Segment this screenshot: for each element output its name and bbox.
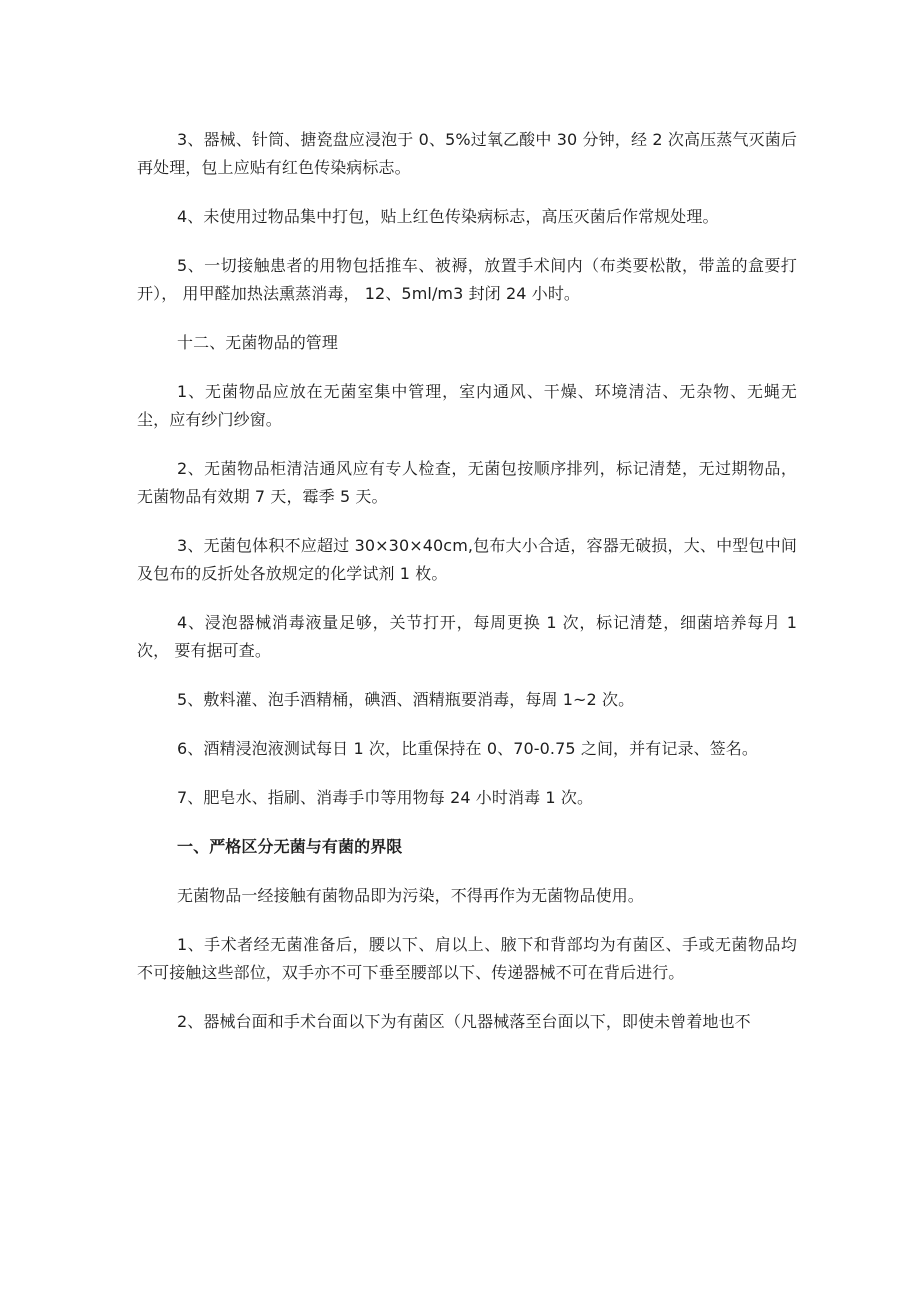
paragraph-soaking-solution: 4、浸泡器械消毒液量足够，关节打开，每周更换 1 次，标记清楚，细菌培养每月 1 次， 要有据可查。: [137, 613, 797, 660]
paragraph-table-surface: 2、器械台面和手术台面以下为有菌区（凡器械落至台面以下，即使未曾着地也不: [177, 1012, 751, 1031]
paragraph-disinfect-instruments: 3、器械、针筒、搪瓷盘应浸泡于 0、5%过氧乙酸中 30 分钟，经 2 次高压蒸气灭菌后再处理，包上应贴有红色传染病标志。: [137, 130, 797, 177]
paragraph-contamination-rule: 无菌物品一经接触有菌物品即为污染，不得再作为无菌物品使用。: [177, 886, 644, 905]
paragraph-sterile-room: 1、无菌物品应放在无菌室集中管理，室内通风、干燥、环境清洁、无杂物、无蝇无尘，应有纱门纱窗。: [137, 382, 797, 429]
section-heading-sterile-boundary: 一、严格区分无菌与有菌的界限: [177, 837, 403, 856]
paragraph-alcohol-test: 6、酒精浸泡液测试每日 1 次，比重保持在 0、70-0.75 之间，并有记录、签名。: [177, 739, 758, 758]
paragraph-unused-items: 4、未使用过物品集中打包，贴上红色传染病标志，高压灭菌后作常规处理。: [177, 207, 719, 226]
section-heading-sterile-management: 十二、无菌物品的管理: [177, 333, 339, 352]
paragraph-sterile-pack-size: 3、无菌包体积不应超过 30×30×40cm,包布大小合适，容器无破损，大、中型包中间及包布的反折处各放规定的化学试剂 1 枚。: [137, 536, 797, 583]
paragraph-dressing-containers: 5、敷料灌、泡手酒精桶，碘酒、酒精瓶要消毒，每周 1~2 次。: [177, 690, 635, 709]
document-body: [137, 126, 797, 1057]
paragraph-sterile-cabinet: 2、无菌物品柜清洁通风应有专人检查，无菌包按顺序排列，标记清楚，无过期物品，无菌物品有效期 7 天，霉季 5 天。: [137, 459, 797, 506]
paragraph-contact-items-fumigation: 5、一切接触患者的用物包括推车、被褥，放置手术间内（布类要松散，带盖的盒要打开）， 用甲醛加热法熏蒸消毒， 12、5ml/m3 封闭 24 小时。: [137, 256, 797, 303]
paragraph-soap-brush: 7、肥皂水、指刷、消毒手巾等用物每 24 小时消毒 1 次。: [177, 788, 594, 807]
paragraph-surgeon-zones: 1、手术者经无菌准备后，腰以下、肩以上、腋下和背部均为有菌区、手或无菌物品均不可接触这些部位，双手亦不可下垂至腰部以下、传递器械不可在背后进行。: [137, 935, 797, 982]
